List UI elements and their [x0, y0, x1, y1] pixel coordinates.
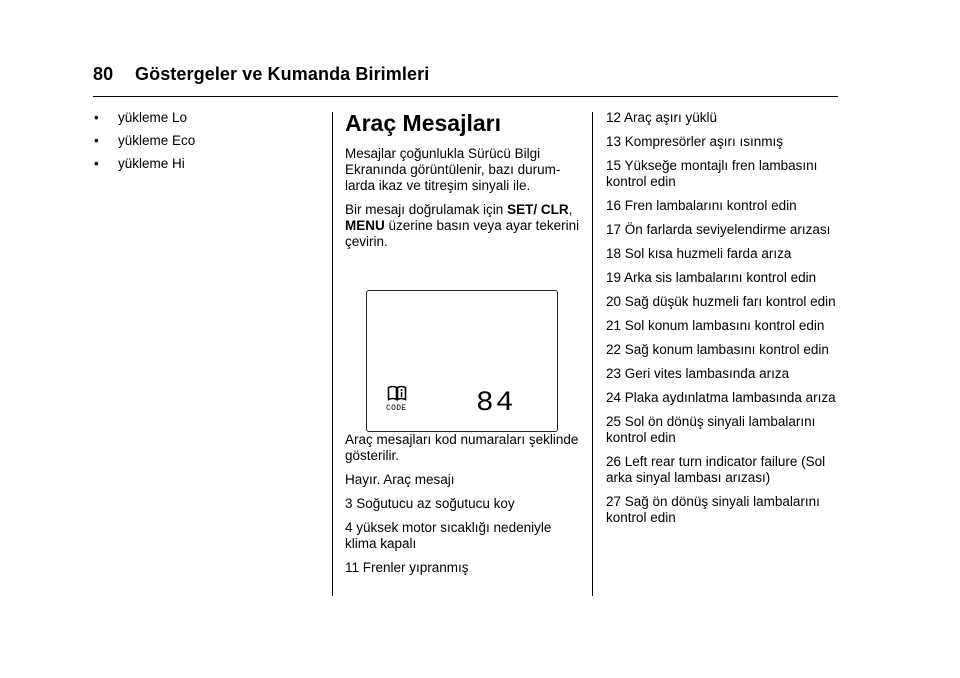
bullet-mark: • — [94, 133, 99, 148]
message-item: 19 Arka sis lambalarını kontrol edin — [606, 270, 817, 285]
confirm-text-lead: Bir mesajı doğrulamak için — [345, 202, 508, 217]
message-item: 11 Frenler yıpranmış — [345, 560, 469, 575]
codes-paragraph: Araç mesajları kod numaraları şeklinde gösterilir. — [345, 432, 579, 463]
message-item: 25 Sol ön dönüş sinyali lambalarını kontrol edin — [606, 414, 816, 445]
message-code-value: 84 — [476, 388, 516, 419]
page-number: 80 — [93, 64, 114, 84]
menu-label: MENU — [345, 218, 385, 233]
message-item: 3 Soğutucu az soğutucu koy — [345, 496, 515, 511]
info-book-icon — [387, 385, 407, 406]
list-heading: Hayır. Araç mesajı — [345, 472, 455, 487]
section-title: Araç Mesajları — [345, 110, 501, 136]
message-item: 16 Fren lambalarını kontrol edin — [606, 198, 797, 213]
message-item: 20 Sağ düşük huzmeli farı kontrol edin — [606, 294, 836, 309]
message-item: 17 Ön farlarda seviyelendirme arızası — [606, 222, 831, 237]
code-label: CODE — [386, 404, 407, 413]
list-item-text: yükleme Hi — [118, 156, 185, 171]
message-item: 15 Yükseğe montajlı fren lambasını kontrol edin — [606, 158, 818, 189]
column-3 — [606, 110, 841, 534]
message-item: 27 Sağ ön dönüş sinyali lambalarını kontrol edin — [606, 494, 820, 525]
column-2 — [345, 110, 580, 584]
column-divider-left — [332, 112, 333, 596]
message-item: 13 Kompresörler aşırı ısınmış — [606, 134, 784, 149]
confirm-text-tail: üzerine basın veya ayar tekerini çevirin. — [345, 218, 580, 249]
message-item: 12 Araç aşırı yüklü — [606, 110, 718, 125]
confirm-paragraph — [345, 202, 580, 250]
message-item: 21 Sol konum lambasını kontrol edin — [606, 318, 825, 333]
driver-info-display — [366, 290, 558, 432]
column-1 — [93, 110, 318, 179]
message-item: 23 Geri vites lambasında arıza — [606, 366, 790, 381]
message-item: 26 Left rear turn indicator failure (Sol arka sinyal lambası arızası) — [606, 454, 826, 485]
bullet-mark: • — [94, 110, 99, 125]
column-divider-right — [592, 112, 593, 596]
list-item-text: yükleme Eco — [118, 133, 196, 148]
header-rule — [93, 96, 838, 97]
message-item: 24 Plaka aydınlatma lambasında arıza — [606, 390, 836, 405]
list-item — [93, 110, 318, 126]
list-item — [93, 156, 318, 172]
page-header — [93, 64, 838, 85]
set-clr-label: SET/ CLR — [507, 202, 569, 217]
list-item — [93, 133, 318, 149]
bullet-mark: • — [94, 156, 99, 171]
message-item: 22 Sağ konum lambasını kontrol edin — [606, 342, 829, 357]
chapter-title: Göstergeler ve Kumanda Birimleri — [135, 64, 430, 84]
intro-paragraph: Mesajlar çoğunlukla Sürücü Bilgi Ekranında görüntülenir, bazı durum-larda ikaz ve titreşim sinyali ile. — [345, 146, 561, 193]
message-item: 4 yüksek motor sıcaklığı nedeniyle klima kapalı — [345, 520, 552, 551]
confirm-text-sep: , — [568, 202, 573, 217]
message-item: 18 Sol kısa huzmeli farda arıza — [606, 246, 792, 261]
list-item-text: yükleme Lo — [118, 110, 188, 125]
